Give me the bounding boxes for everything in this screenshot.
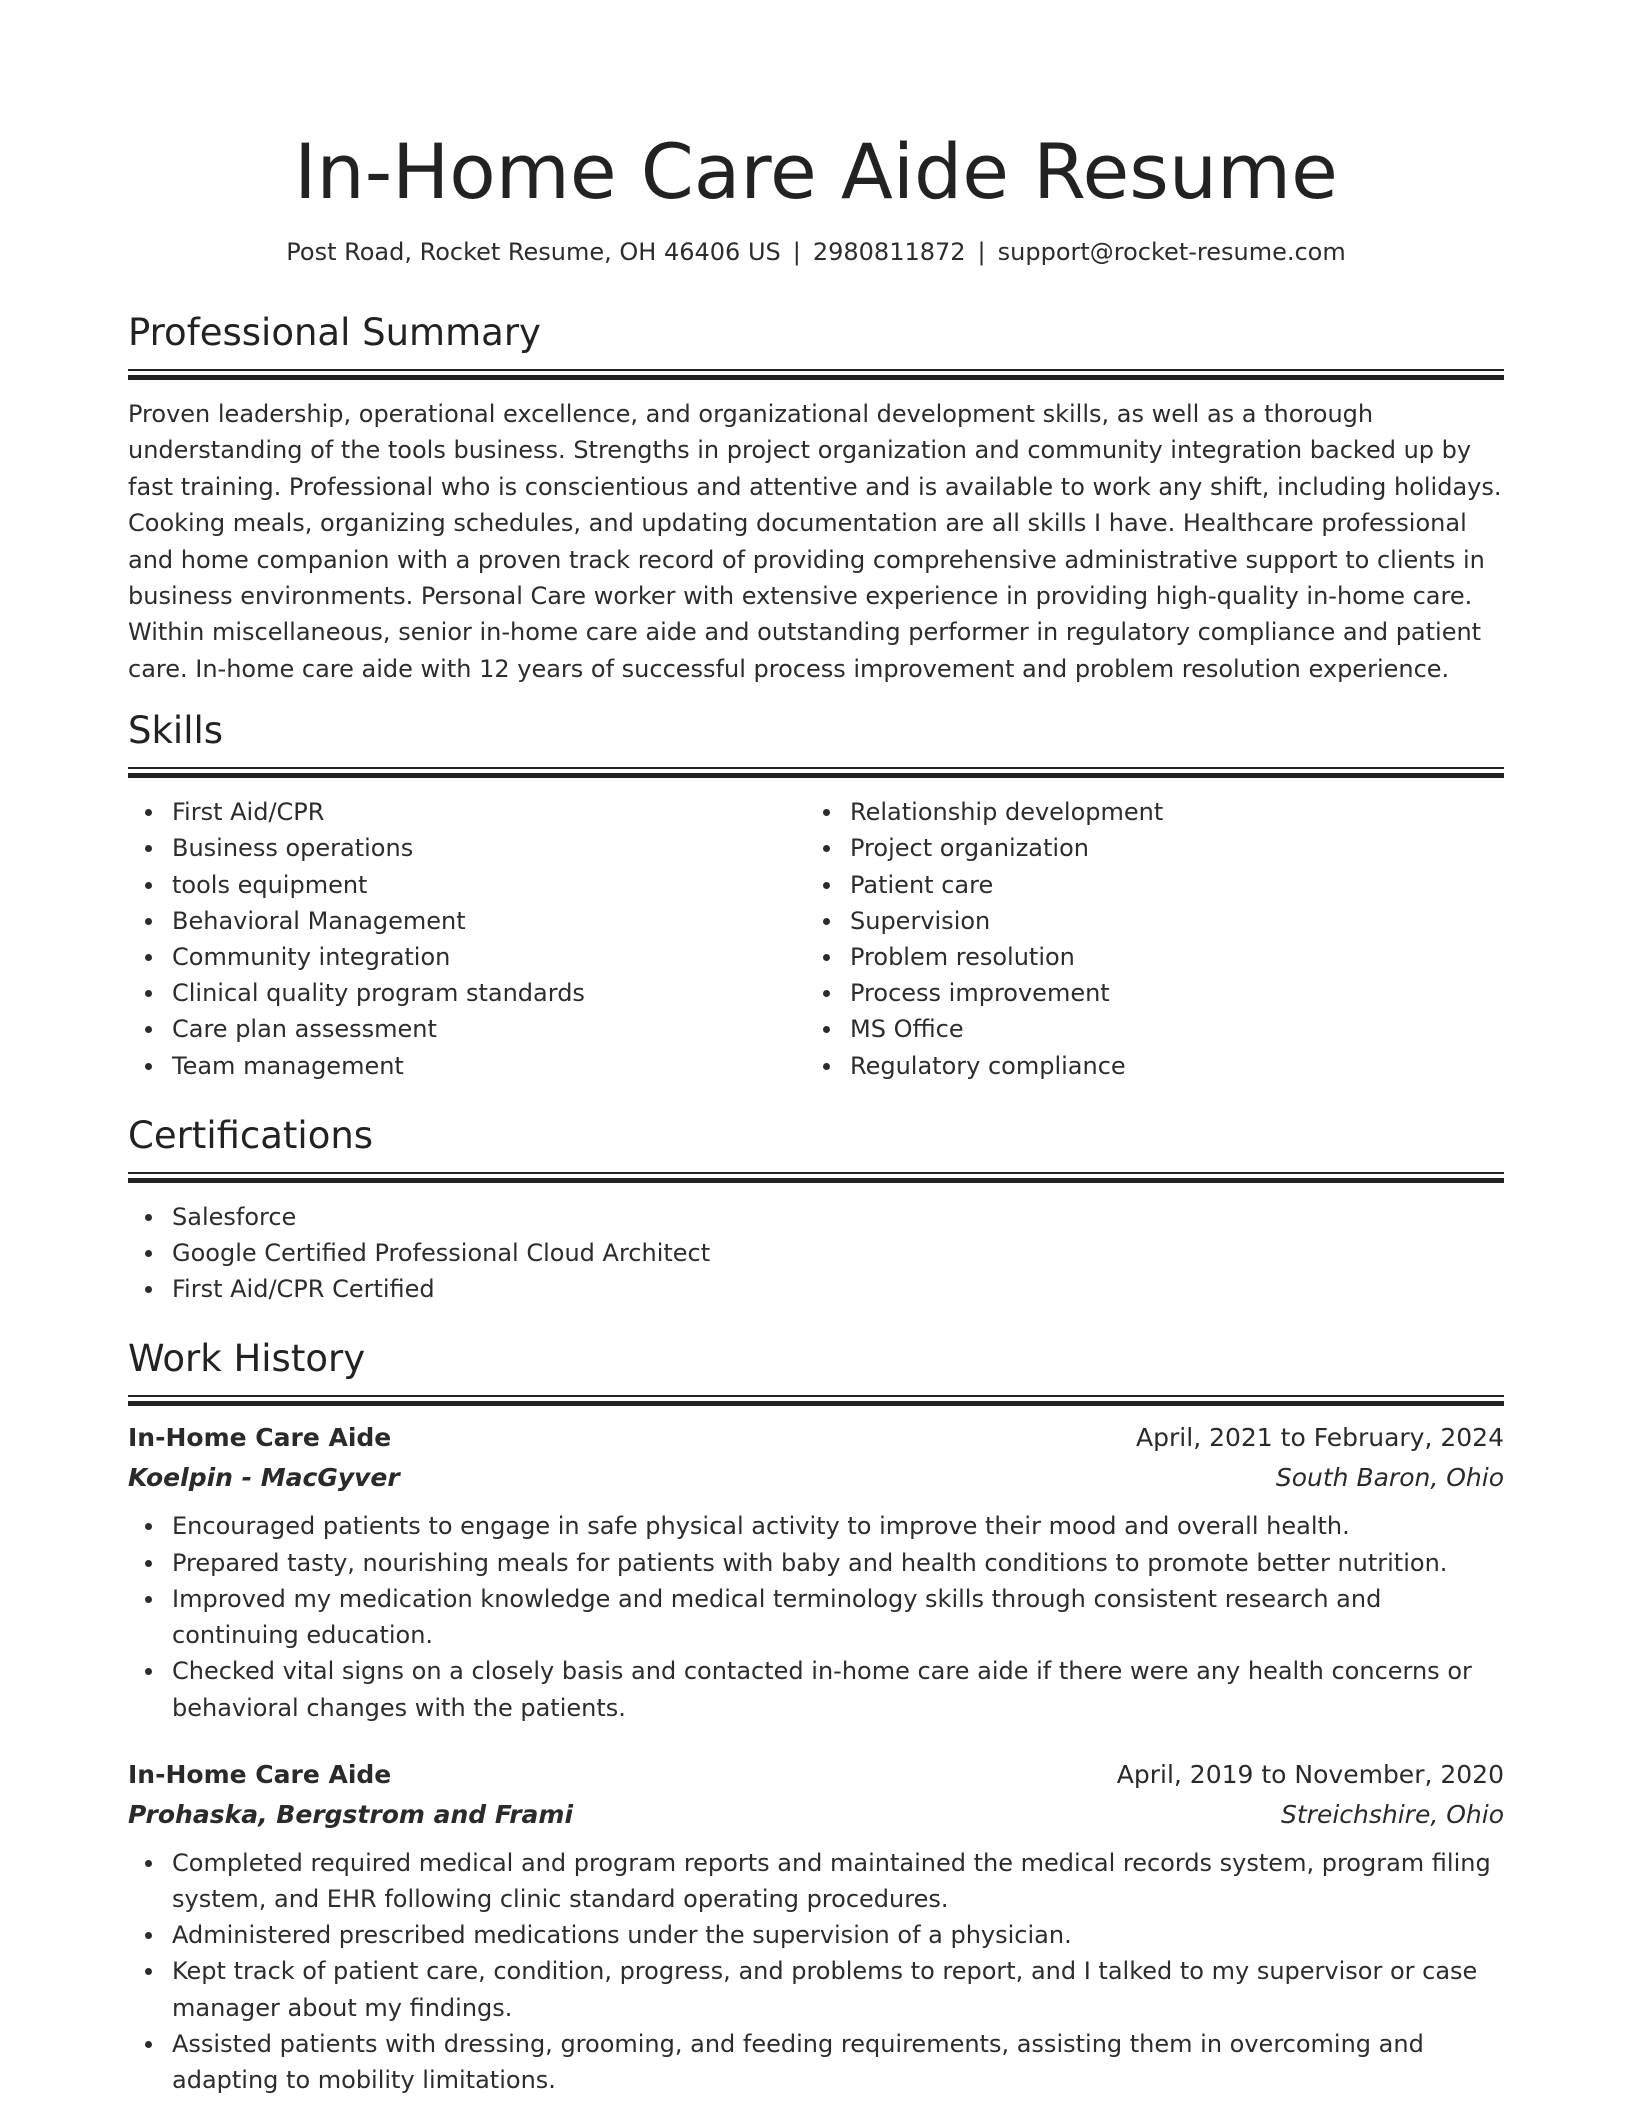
section-heading-skills: Skills: [128, 709, 224, 753]
skills-section: [128, 707, 1504, 1084]
summary-text: Proven leadership, operational excellence, and organizational development skills, as well as a thorough understanding of the tools business. Strengths in project organization and community integration backed up by fast training. Professional who is conscientious and attentive and is available to work any shift, including holidays. Cooking meals, organizing schedules, and updating documentation are all skills I have. Healthcare professional and home companion with a proven track record of providing comprehensive administrative support to clients in business environments. Personal Care worker with extensive experience in providing high-quality in-home care. Within miscellaneous, senior in-home care aide and outstanding performer in regulatory compliance and patient care. In-home care aide with 12 years of successful process improvement and problem resolution experience.: [128, 400, 1502, 683]
skill-item: Patient care: [806, 867, 1484, 903]
job-entry: [128, 1755, 1504, 2098]
job-bullet: Encouraged patients to engage in safe physical activity to improve their mood and overall health.: [128, 1508, 1504, 1544]
job-bullet-list: [128, 1508, 1504, 1725]
contact-email: support@rocket-resume.com: [997, 238, 1346, 266]
skill-item: Business operations: [128, 830, 806, 866]
job-bullet: Checked vital signs on a closely basis and contacted in-home care aide if there were any health concerns or behavioral changes with the patients.: [128, 1653, 1504, 1725]
skill-item: Problem resolution: [806, 939, 1484, 975]
job-company: Prohaska, Bergstrom and Frami: [128, 1799, 574, 1829]
skill-item: Supervision: [806, 903, 1484, 939]
skill-item: Behavioral Management: [128, 903, 806, 939]
contact-phone: 2980811872: [812, 238, 966, 266]
certification-item: Google Certified Professional Cloud Architect: [128, 1235, 1504, 1271]
job-header-row: [128, 1755, 1504, 1795]
job-subheader-row: [128, 1795, 1504, 1835]
skill-item: MS Office: [806, 1011, 1484, 1047]
job-bullet: Assisted patients with dressing, grooming, and feeding requirements, assisting them in overcoming and adapting to mobility limitations.: [128, 2026, 1504, 2098]
job-bullet: Kept track of patient care, condition, progress, and problems to report, and I talked to my supervisor or case manager about my findings.: [128, 1953, 1504, 2025]
job-entry: [128, 1418, 1504, 1725]
skill-item: Relationship development: [806, 794, 1484, 830]
certifications-section: [128, 1112, 1504, 1308]
skill-item: First Aid/CPR: [128, 794, 806, 830]
contact-separator: |: [792, 238, 801, 266]
section-divider: [128, 767, 1504, 778]
job-dates: April, 2019 to November, 2020: [1116, 1759, 1504, 1789]
job-subheader-row: [128, 1458, 1504, 1498]
job-bullet-list: [128, 1845, 1504, 2098]
skill-item: Process improvement: [806, 975, 1484, 1011]
skill-item: tools equipment: [128, 867, 806, 903]
job-bullet: Prepared tasty, nourishing meals for patients with baby and health conditions to promote better nutrition.: [128, 1545, 1504, 1581]
work-history-section: [128, 1335, 1504, 2098]
job-header-row: [128, 1418, 1504, 1458]
job-dates: April, 2021 to February, 2024: [1136, 1423, 1504, 1453]
job-bullet: Improved my medication knowledge and medical terminology skills through consistent research and continuing education.: [128, 1581, 1504, 1653]
skill-item: Care plan assessment: [128, 1011, 806, 1047]
job-title: In-Home Care Aide: [128, 1759, 392, 1789]
certifications-list: [128, 1199, 1504, 1308]
contact-line: [128, 234, 1504, 270]
skills-column-left: [128, 794, 806, 1084]
job-location: South Baron, Ohio: [1275, 1463, 1504, 1493]
skill-item: Regulatory compliance: [806, 1048, 1484, 1084]
skill-item: Clinical quality program standards: [128, 975, 806, 1011]
contact-address: Post Road, Rocket Resume, OH 46406 US: [286, 238, 781, 266]
section-divider: [128, 1395, 1504, 1406]
summary-section: [128, 309, 1504, 687]
section-heading-work-history: Work History: [128, 1337, 366, 1381]
certification-item: First Aid/CPR Certified: [128, 1271, 1504, 1307]
section-divider: [128, 369, 1504, 380]
section-divider: [128, 1172, 1504, 1183]
skill-item: Team management: [128, 1048, 806, 1084]
skill-item: Community integration: [128, 939, 806, 975]
certification-item: Salesforce: [128, 1199, 1504, 1235]
job-location: Streichshire, Ohio: [1281, 1799, 1504, 1829]
skills-grid: [128, 794, 1504, 1084]
job-company: Koelpin - MacGyver: [128, 1463, 400, 1493]
contact-separator: |: [977, 238, 986, 266]
job-bullet: Completed required medical and program reports and maintained the medical records system, program filing system, and EHR following clinic standard operating procedures.: [128, 1845, 1504, 1917]
section-heading-certifications: Certifications: [128, 1113, 374, 1157]
skills-column-right: [806, 794, 1484, 1084]
job-title: In-Home Care Aide: [128, 1423, 392, 1453]
skill-item: Project organization: [806, 830, 1484, 866]
job-bullet: Administered prescribed medications under the supervision of a physician.: [128, 1917, 1504, 1953]
resume-page: [128, 0, 1504, 2098]
section-heading-summary: Professional Summary: [128, 311, 541, 354]
resume-title: In-Home Care Aide Resume: [294, 127, 1338, 216]
